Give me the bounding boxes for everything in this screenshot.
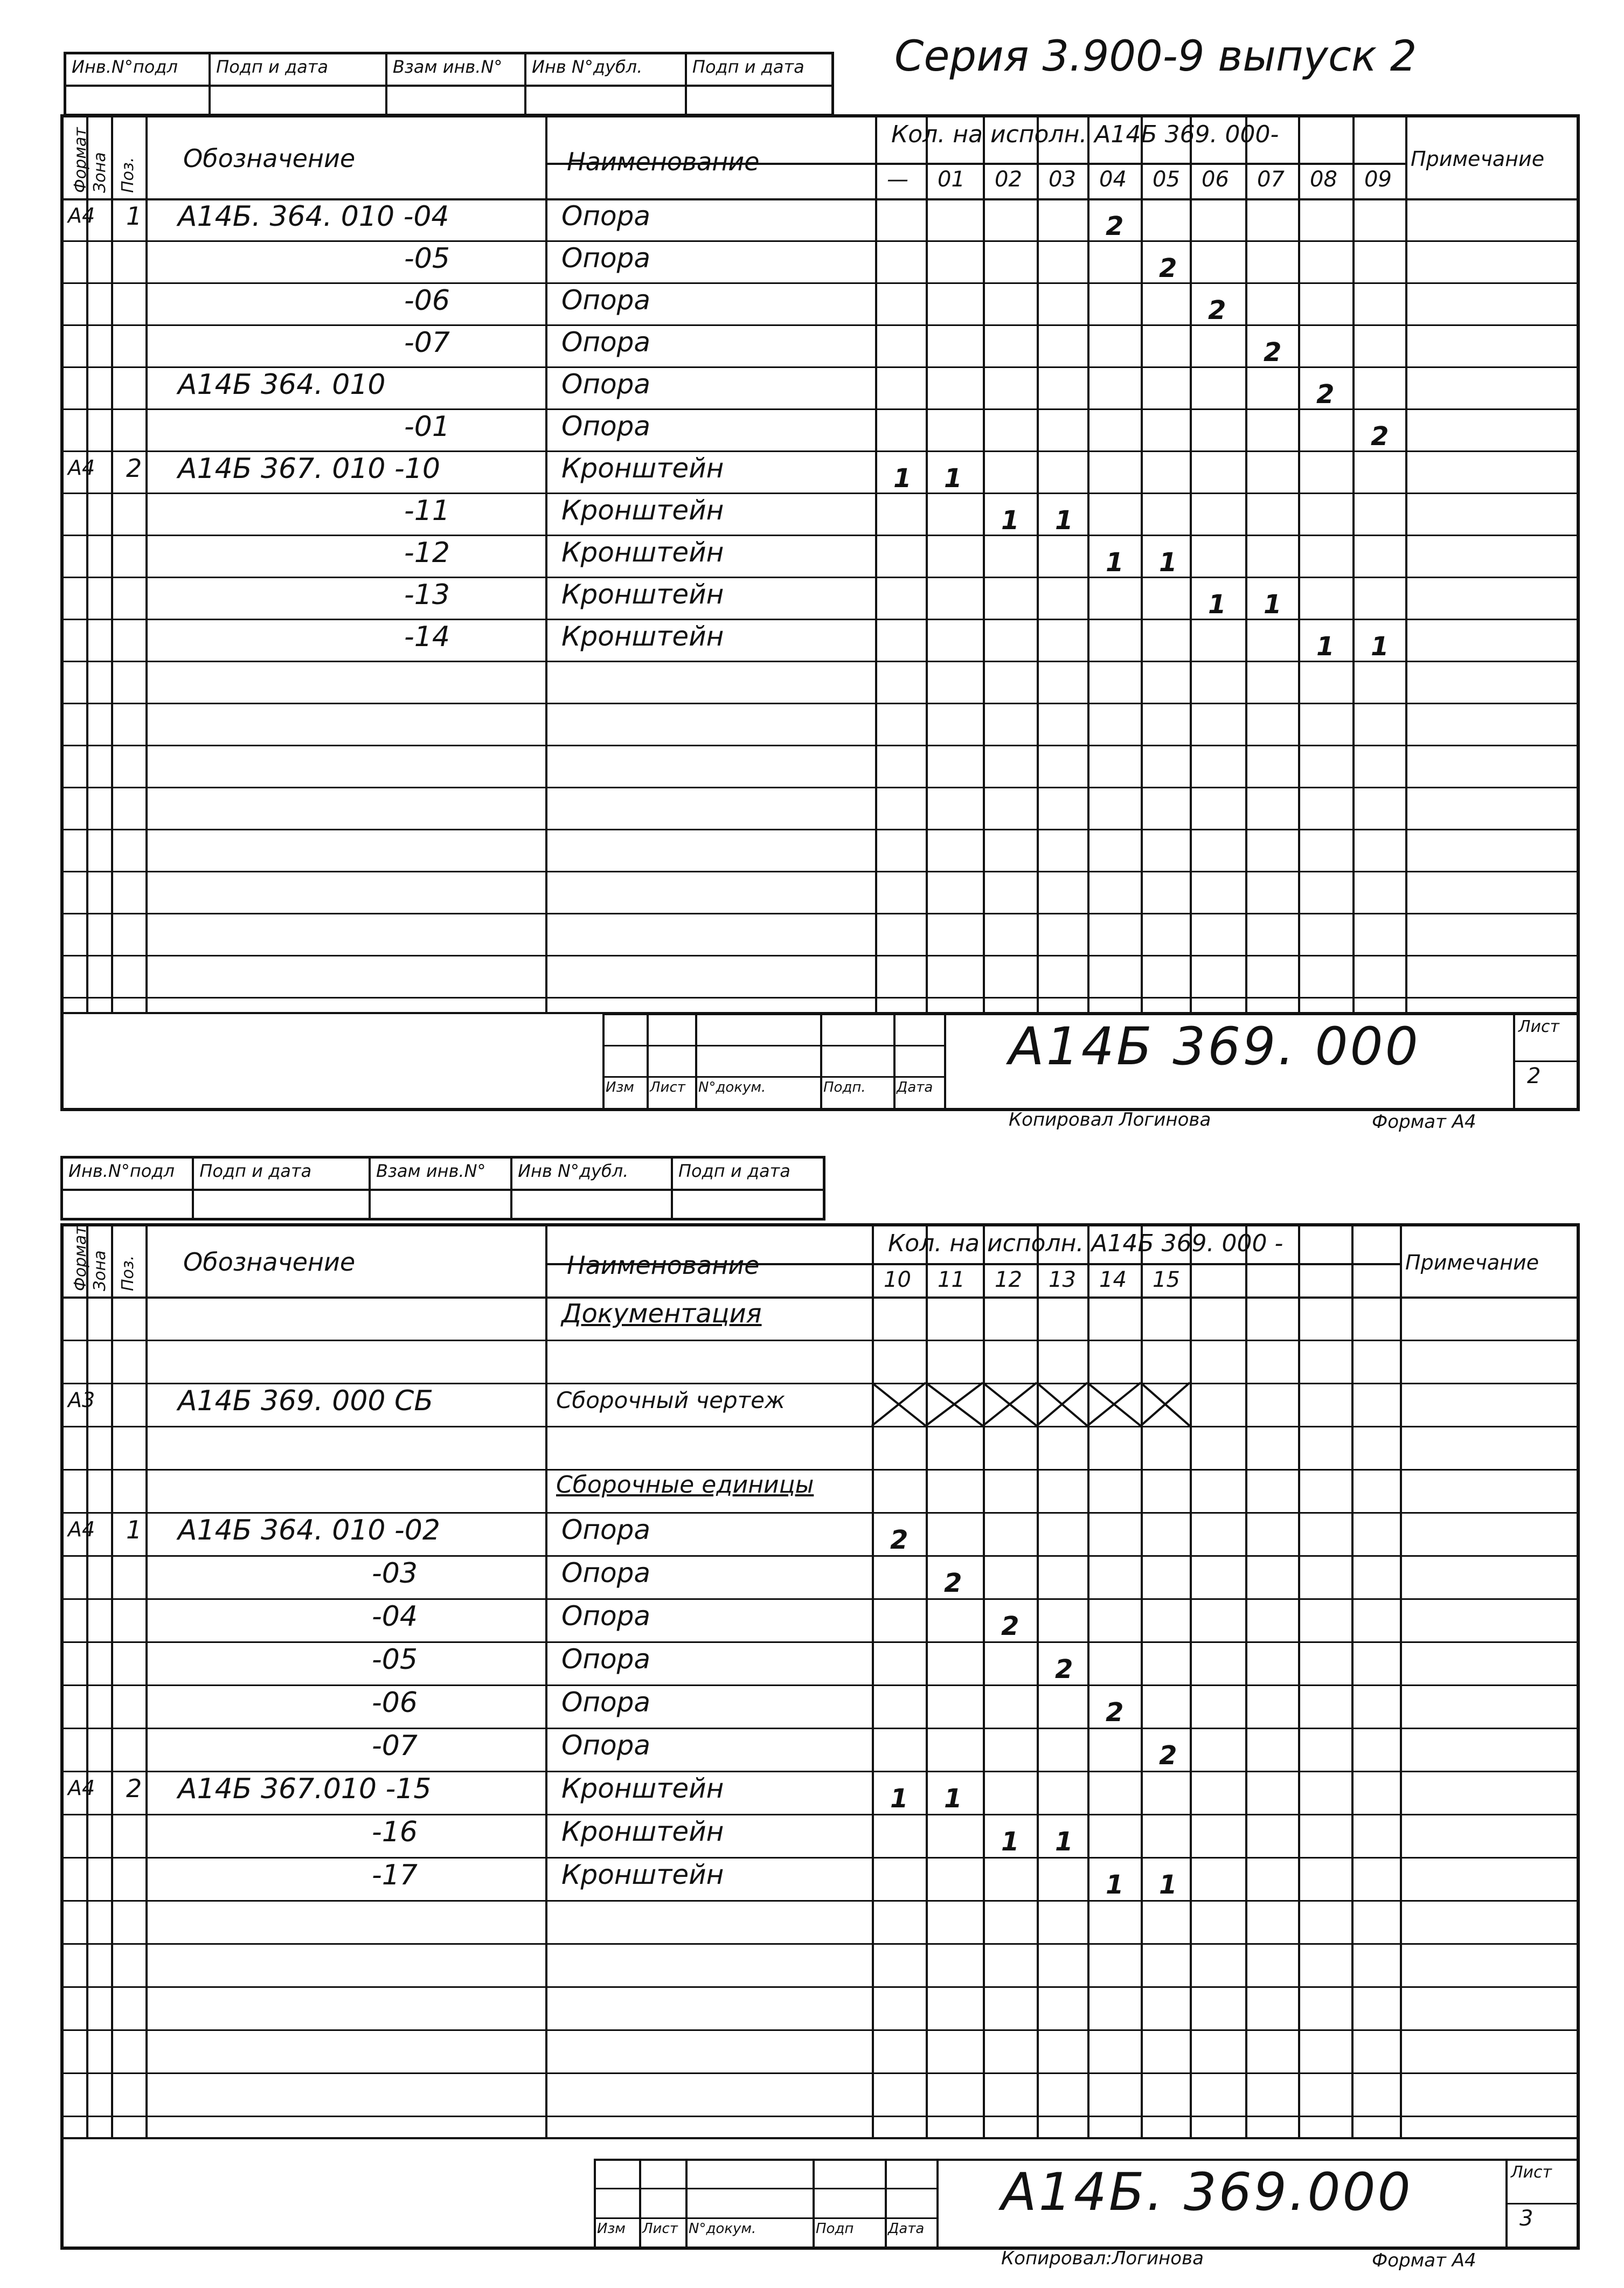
cell-name: Кронштейн <box>561 579 724 610</box>
cell-name: Опора <box>561 285 651 316</box>
cell-format: А4 <box>68 1517 95 1541</box>
table-col-line <box>145 117 148 1012</box>
header-format: Формат <box>71 1225 90 1291</box>
header-pos: Поз. <box>119 157 137 193</box>
stamp-label: Инв N°дубл. <box>518 1161 629 1181</box>
row-line <box>64 787 1577 788</box>
row-line <box>64 366 1577 368</box>
row-line <box>64 577 1577 578</box>
cell-name: Опора <box>561 242 651 274</box>
cell-name: Кронштейн <box>561 537 724 568</box>
table-col-line <box>1405 117 1407 1012</box>
title-block-divider <box>944 1013 946 1108</box>
stamp-cell <box>211 54 387 114</box>
cell-qty: 1 <box>944 463 962 494</box>
cell-name: Кронштейн <box>561 495 724 526</box>
cell-name: Опора <box>561 200 651 232</box>
row-line <box>64 955 1577 956</box>
table-col-line <box>1352 117 1355 1012</box>
stamp-row-line <box>526 85 685 87</box>
stamp-row-line <box>687 85 831 87</box>
table-col-line <box>1190 117 1192 1012</box>
table-col-line <box>111 117 113 1012</box>
cell-designation: А14Б 367.010 -15 <box>178 1773 432 1805</box>
stamp-label: Инв N°дубл. <box>532 57 643 77</box>
cell-qty: 2 <box>1159 253 1177 283</box>
row-line <box>64 535 1577 536</box>
title-col-label: Подп <box>816 2220 854 2237</box>
cell-qty: 1 <box>1159 547 1177 578</box>
cell-designation: -03 <box>372 1557 418 1590</box>
row-line <box>64 450 1577 452</box>
specification-sheet-3 <box>60 1223 1580 2271</box>
cell-designation: -11 <box>404 495 450 527</box>
cell-qty: 2 <box>1208 295 1226 325</box>
cell-name: Опора <box>561 411 651 442</box>
row-line <box>64 240 1577 242</box>
cell-qty: 1 <box>1055 505 1073 536</box>
variant-label: — <box>887 167 908 192</box>
row-line <box>64 745 1577 746</box>
cell-qty: 1 <box>1316 632 1335 662</box>
title-col-label: Изм <box>606 1079 634 1096</box>
row-line <box>64 493 1577 494</box>
cell-qty: 1 <box>893 463 912 494</box>
cell-designation: -04 <box>372 1600 418 1633</box>
cell-designation: А14Б 364. 010 -02 <box>178 1514 440 1547</box>
title-block-top <box>602 1013 1577 1015</box>
variant-label: 02 <box>995 167 1022 192</box>
header-format: Формат <box>71 127 90 193</box>
cell-designation: -05 <box>372 1644 418 1676</box>
title-col-label: Дата <box>888 2220 925 2237</box>
stamp-cell <box>387 54 526 114</box>
variant-label: 12 <box>995 1267 1022 1292</box>
cell-qty: 2 <box>1159 1741 1177 1771</box>
stamp-label: Инв.N°подл <box>68 1161 175 1181</box>
title-grid-line <box>893 1013 896 1108</box>
table-col-line <box>1037 117 1039 1012</box>
table-col-line <box>1245 117 1247 1012</box>
cell-designation: -01 <box>404 411 450 443</box>
row-line <box>64 829 1577 830</box>
title-col-label: Подп. <box>823 1079 866 1096</box>
header-name: Наименование <box>567 147 760 176</box>
cell-designation: А14Б 367. 010 -10 <box>178 453 440 485</box>
cell-name: Опора <box>561 1687 651 1718</box>
cell-designation: -07 <box>404 327 450 359</box>
header-note: Примечание <box>1411 147 1545 171</box>
section-assembly-units: Сборочные единицы <box>556 1471 814 1499</box>
title-col-label: N°докум. <box>689 2220 757 2237</box>
cell-qty: 2 <box>890 1525 908 1555</box>
cell-qty: 2 <box>1001 1611 1019 1641</box>
stamp-row-line <box>371 1189 510 1191</box>
cell-name: Опора <box>561 1644 651 1675</box>
row-line <box>64 408 1577 410</box>
header-name: Наименование <box>567 1251 760 1280</box>
table-col-line <box>545 117 547 1012</box>
header-designation: Обозначение <box>183 144 356 173</box>
cell-qty: 1 <box>1208 590 1226 620</box>
stamp-cell <box>66 54 211 114</box>
table-col-line <box>1141 117 1143 1012</box>
cell-designation: А14Б 364. 010 <box>178 369 386 401</box>
cell-qty: 1 <box>944 1784 962 1814</box>
cell-name: Кронштейн <box>561 621 724 652</box>
variant-label: 07 <box>1257 167 1285 192</box>
cell-name: Опора <box>561 369 651 400</box>
cell-qty: 2 <box>1106 1697 1124 1728</box>
cell-name: Кронштейн <box>561 1816 724 1847</box>
cell-qty: 1 <box>1106 547 1124 578</box>
cell-qty: 2 <box>1055 1654 1073 1684</box>
row-line <box>64 871 1577 872</box>
variant-label: 11 <box>938 1267 965 1292</box>
stamp-label: Подп и дата <box>692 57 804 77</box>
cell-qty: 1 <box>1159 1870 1177 1900</box>
cell-format: А4 <box>68 456 95 480</box>
cell-designation: -14 <box>404 621 450 653</box>
cell-designation: -12 <box>404 537 450 569</box>
cell-pos: 2 <box>126 454 142 483</box>
header-designation: Обозначение <box>183 1247 356 1277</box>
table-col-line <box>1087 117 1089 1012</box>
cell-designation: -06 <box>404 285 450 317</box>
sheet-number: 2 <box>1527 1064 1541 1088</box>
cell-qty: 1 <box>1001 1827 1019 1857</box>
title-grid-row <box>602 1045 944 1046</box>
cell-name: Опора <box>561 1557 651 1589</box>
variant-label: 03 <box>1049 167 1076 192</box>
stamp-label: Взам инв.N° <box>376 1161 486 1181</box>
title-col-label: Лист <box>650 1079 685 1096</box>
cell-designation: А14Б. 364. 010 -04 <box>178 200 449 233</box>
stamp-row-line <box>211 85 385 87</box>
table-col-line <box>926 117 928 1012</box>
assembly-format: А3 <box>68 1388 95 1412</box>
cell-pos: 1 <box>126 202 142 231</box>
cell-format: А4 <box>68 204 95 227</box>
cell-qty: 2 <box>1264 337 1282 368</box>
variant-label: 08 <box>1310 167 1337 192</box>
variant-label: 14 <box>1099 1267 1127 1292</box>
assembly-name: Сборочный чертеж <box>556 1387 785 1413</box>
cell-name: Кронштейн <box>561 1773 724 1804</box>
cell-qty: 1 <box>1106 1870 1124 1900</box>
title-grid-line <box>820 1013 822 1108</box>
stamp-label: Взам инв.N° <box>392 57 503 77</box>
cell-name: Опора <box>561 1730 651 1761</box>
title-grid-line <box>695 1013 697 1108</box>
title-block-sheet-line <box>1513 1060 1577 1062</box>
inventory-stamp-bottom <box>60 1156 825 1221</box>
variant-label: 04 <box>1099 167 1127 192</box>
variant-label: 01 <box>938 167 965 192</box>
stamp-cell <box>63 1159 194 1218</box>
stamp-row-line <box>66 85 209 87</box>
copied-by: Копировал:Логинова <box>1001 2248 1204 2269</box>
header-note: Примечание <box>1405 1251 1539 1274</box>
cell-designation: -05 <box>404 242 450 275</box>
cell-qty: 2 <box>1106 211 1124 241</box>
variant-label: 15 <box>1153 1267 1180 1292</box>
assembly-designation: А14Б 369. 000 СБ <box>178 1385 434 1417</box>
variant-label: 13 <box>1049 1267 1076 1292</box>
cell-designation: -13 <box>404 579 450 611</box>
stamp-label: Инв.N°подл <box>72 57 178 77</box>
header-pos: Поз. <box>119 1255 137 1291</box>
inventory-stamp-top <box>64 52 834 116</box>
variant-label: 10 <box>884 1267 911 1292</box>
stamp-label: Подп и дата <box>199 1161 312 1181</box>
variant-label: 05 <box>1153 167 1180 192</box>
stamp-row-line <box>194 1189 369 1191</box>
table-col-line <box>1298 117 1300 1012</box>
cell-qty: 1 <box>1371 632 1389 662</box>
title-grid-line <box>647 1013 649 1108</box>
stamp-cell <box>512 1159 673 1218</box>
sheet-number: 3 <box>1519 2206 1533 2231</box>
cell-qty: 1 <box>890 1784 908 1814</box>
cell-qty: 1 <box>1264 590 1282 620</box>
cell-designation: -17 <box>372 1859 418 1891</box>
header-qty: Кол. на исполн. А14Б 369. 000 - <box>888 1230 1283 1257</box>
stamp-cell <box>371 1159 512 1218</box>
cell-name: Кронштейн <box>561 1859 724 1890</box>
row-line <box>64 913 1577 914</box>
sheet-label: Лист <box>1511 2163 1552 2182</box>
title-col-label: Дата <box>897 1079 933 1096</box>
document-number: А14Б 369. 000 <box>1009 1016 1420 1077</box>
stamp-label: Подп и дата <box>216 57 328 77</box>
table-col-line <box>875 117 877 1012</box>
stamp-cell <box>526 54 687 114</box>
cell-pos: 1 <box>126 1515 142 1544</box>
header-qty: Кол. на исполн. А14Б 369. 000- <box>891 121 1279 148</box>
cell-qty: 1 <box>1055 1827 1073 1857</box>
variant-label: 06 <box>1202 167 1229 192</box>
cell-name: Опора <box>561 1600 651 1632</box>
row-line <box>64 997 1577 999</box>
stamp-row-line <box>673 1189 823 1191</box>
stamp-row-line <box>387 85 524 87</box>
stamp-cell <box>687 54 831 114</box>
format-label: Формат А4 <box>1372 2250 1476 2271</box>
cell-name: Опора <box>561 327 651 358</box>
series-header: Серия 3.900-9 выпуск 2 <box>894 32 1417 81</box>
cell-designation: -07 <box>372 1730 418 1762</box>
sheet-label: Лист <box>1518 1017 1560 1036</box>
cell-qty: 2 <box>1371 421 1389 452</box>
variant-label: 09 <box>1364 167 1392 192</box>
cell-designation: -06 <box>372 1687 418 1719</box>
section-documentation: Документация <box>561 1299 762 1329</box>
cell-qty: 2 <box>1316 379 1335 410</box>
cell-pos: 2 <box>126 1774 142 1803</box>
specification-sheet-2 <box>60 114 1580 1133</box>
title-col-label: Лист <box>642 2220 678 2237</box>
cell-qty: 1 <box>1001 505 1019 536</box>
header-zone: Зона <box>91 152 109 193</box>
title-grid-row <box>602 1076 944 1078</box>
row-line <box>64 703 1577 704</box>
row-line <box>64 282 1577 284</box>
row-line <box>64 661 1577 662</box>
stamp-row-line <box>63 1189 192 1191</box>
copied-by: Копировал Логинова <box>1009 1109 1211 1131</box>
format-label: Формат А4 <box>1372 1111 1476 1133</box>
cell-qty: 2 <box>944 1568 962 1598</box>
title-block-left <box>602 1013 605 1108</box>
header-zone: Зона <box>91 1250 109 1291</box>
cell-name: Кронштейн <box>561 453 724 484</box>
row-line <box>64 619 1577 620</box>
title-col-label: Изм <box>597 2220 626 2237</box>
assembly-cross-marks <box>64 1226 1577 2253</box>
title-col-label: N°докум. <box>698 1079 766 1096</box>
stamp-row-line <box>512 1189 671 1191</box>
table-col-line <box>983 117 985 1012</box>
stamp-cell <box>194 1159 371 1218</box>
cell-designation: -16 <box>372 1816 418 1848</box>
stamp-label: Подп и дата <box>678 1161 790 1181</box>
document-number: А14Б. 369.000 <box>1001 2162 1413 2222</box>
stamp-cell <box>673 1159 823 1218</box>
row-line <box>64 324 1577 326</box>
cell-format: А4 <box>68 1776 95 1800</box>
cell-name: Опора <box>561 1514 651 1545</box>
table-col-line <box>86 117 88 1012</box>
